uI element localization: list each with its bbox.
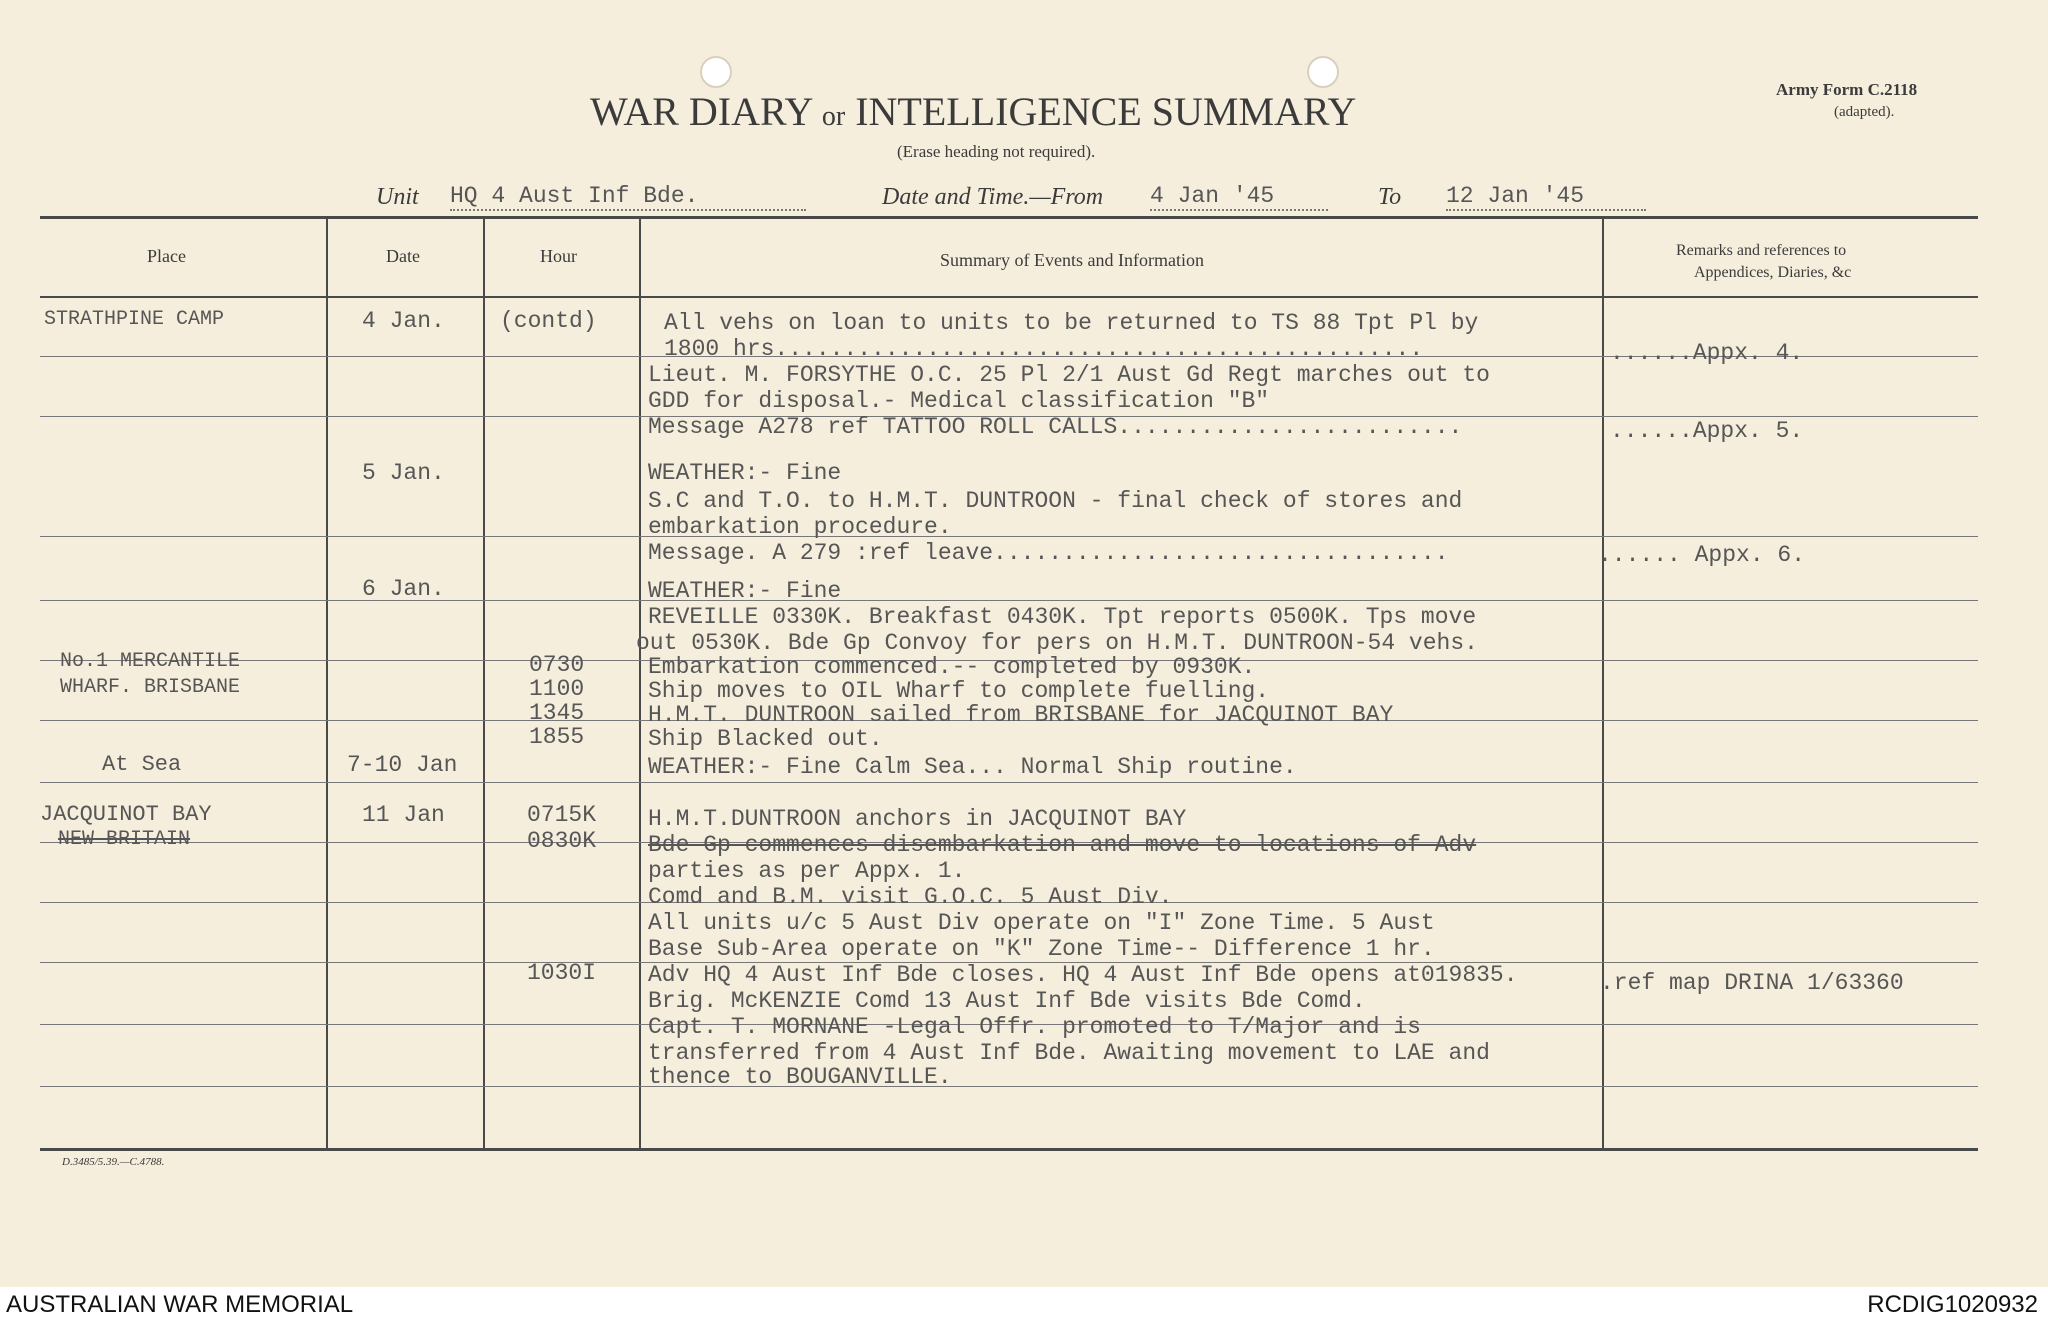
- page-subtitle: (Erase heading not required).: [897, 142, 1096, 161]
- table-bottom-border: [40, 1148, 1978, 1151]
- summary-line: WEATHER:- Fine: [648, 578, 842, 604]
- row-separator: [40, 1086, 1978, 1087]
- page-title: WAR DIARY or INTELLIGENCE SUMMARY: [590, 89, 1357, 134]
- place-entry: STRATHPINE CAMP: [44, 308, 225, 331]
- summary-line: 1800 hrs...............................................: [664, 336, 1424, 362]
- place-entry: No.1 MERCANTILE: [60, 650, 241, 673]
- summary-line: REVEILLE 0330K. Breakfast 0430K. Tpt reports 0500K. Tps move: [648, 604, 1477, 630]
- summary-line: WEATHER:- Fine Calm Sea... Normal Ship routine.: [648, 754, 1297, 780]
- summary-line: Comd and B.M. visit G.O.C. 5 Aust Div.: [648, 884, 1173, 910]
- summary-line: H.M.T. DUNTROON sailed from BRISBANE for JACQUINOT BAY: [648, 702, 1394, 728]
- column-header-remarks: Remarks and references to: [1676, 242, 1847, 259]
- place-entry: At Sea: [102, 752, 182, 777]
- hour-entry: 0830K: [527, 828, 597, 854]
- header-bottom-border: [40, 296, 1978, 298]
- unit-label: Unit: [376, 184, 419, 210]
- summary-line: Embarkation commenced.-- completed by 0930K.: [648, 654, 1256, 680]
- summary-line: Bde Gp commences disembarkation and move to locations of Adv: [648, 832, 1477, 858]
- summary-line: Brig. McKENZIE Comd 13 Aust Inf Bde visits Bde Comd.: [648, 988, 1366, 1014]
- summary-line: Ship Blacked out.: [648, 726, 883, 752]
- from-date: 4 Jan '45: [1150, 183, 1328, 211]
- unit-value: HQ 4 Aust Inf Bde.: [450, 183, 806, 211]
- row-separator: [40, 782, 1978, 783]
- date-time-label: Date and Time.—From: [882, 184, 1104, 210]
- summary-line: transferred from 4 Aust Inf Bde. Awaiting movement to LAE and: [648, 1040, 1490, 1066]
- summary-line: out 0530K. Bde Gp Convoy for pers on H.M.T. DUNTROON-54 vehs.: [636, 630, 1478, 656]
- column-divider: [1602, 218, 1604, 1148]
- date-entry: 5 Jan.: [362, 460, 445, 486]
- date-entry: 6 Jan.: [362, 576, 445, 602]
- form-label: Army Form C.2118: [1776, 80, 1918, 99]
- summary-line: Message. A 279 :ref leave.................................: [648, 540, 1449, 566]
- hour-entry: (contd): [500, 308, 597, 334]
- summary-line: Base Sub-Area operate on "K" Zone Time-- Difference 1 hr.: [648, 936, 1435, 962]
- punch-hole: [1307, 56, 1339, 88]
- summary-line: All vehs on loan to units to be returned to TS 88 Tpt Pl by: [664, 310, 1479, 336]
- summary-line: H.M.T.DUNTROON anchors in JACQUINOT BAY: [648, 806, 1187, 832]
- remark-entry: ...... Appx. 6.: [1598, 542, 1806, 568]
- column-header-summary: Summary of Events and Information: [940, 250, 1204, 270]
- footer-source: AUSTRALIAN WAR MEMORIAL: [6, 1291, 354, 1318]
- date-entry: 11 Jan: [362, 802, 445, 828]
- hour-entry: 1855: [529, 724, 585, 750]
- remark-entry: .ref map DRINA 1/63360: [1600, 970, 1904, 996]
- summary-line: All units u/c 5 Aust Div operate on "I" Zone Time. 5 Aust: [648, 910, 1435, 936]
- date-entry: 7-10 Jan: [347, 752, 458, 778]
- print-code: D.3485/5.39.—C.4788.: [62, 1156, 165, 1168]
- place-entry: NEW BRITAIN: [58, 828, 191, 851]
- hour-entry: 1030I: [527, 960, 597, 986]
- to-label: To: [1378, 184, 1402, 210]
- place-entry: JACQUINOT BAY: [40, 802, 212, 827]
- archive-footer: [0, 1287, 2048, 1322]
- summary-line: GDD for disposal.- Medical classification "B": [648, 388, 1270, 414]
- hour-entry: 1345: [529, 700, 585, 726]
- summary-line: Ship moves to OIL Wharf to complete fuelling.: [648, 678, 1270, 704]
- date-entry: 4 Jan.: [362, 308, 445, 334]
- remark-entry: ......Appx. 5.: [1610, 418, 1804, 444]
- summary-line: WEATHER:- Fine: [648, 460, 842, 486]
- hour-entry: 0715K: [527, 802, 597, 828]
- remark-entry: ......Appx. 4.: [1610, 340, 1804, 366]
- column-divider: [483, 218, 485, 1148]
- column-header-place: Place: [147, 246, 186, 266]
- summary-line: embarkation procedure.: [648, 514, 952, 540]
- summary-line: Lieut. M. FORSYTHE O.C. 25 Pl 2/1 Aust Gd Regt marches out to: [648, 362, 1490, 388]
- summary-line: Adv HQ 4 Aust Inf Bde closes. HQ 4 Aust Inf Bde opens at019835.: [648, 962, 1518, 988]
- column-divider: [639, 218, 641, 1148]
- row-separator: [40, 536, 1978, 537]
- footer-id: RCDIG1020932: [1867, 1291, 2038, 1318]
- hour-entry: 0730: [529, 652, 585, 678]
- table-top-border: [40, 216, 1978, 219]
- place-entry: WHARF. BRISBANE: [60, 676, 241, 699]
- hour-entry: 1100: [529, 676, 585, 702]
- column-header-date: Date: [386, 246, 420, 266]
- form-sublabel: (adapted).: [1834, 104, 1895, 120]
- column-divider: [326, 218, 328, 1148]
- column-header-hour: Hour: [540, 246, 577, 266]
- summary-line: S.C and T.O. to H.M.T. DUNTROON - final check of stores and: [648, 488, 1463, 514]
- row-separator: [40, 600, 1978, 601]
- column-header-remarks: Appendices, Diaries, &c: [1694, 264, 1852, 281]
- to-date: 12 Jan '45: [1446, 183, 1646, 211]
- punch-hole: [700, 56, 732, 88]
- summary-line: Message A278 ref TATTOO ROLL CALLS.........................: [648, 414, 1463, 440]
- summary-line: Capt. T. MORNANE -Legal Offr. promoted to T/Major and is: [648, 1014, 1421, 1040]
- summary-line: parties as per Appx. 1.: [648, 858, 966, 884]
- summary-line: thence to BOUGANVILLE.: [648, 1064, 952, 1090]
